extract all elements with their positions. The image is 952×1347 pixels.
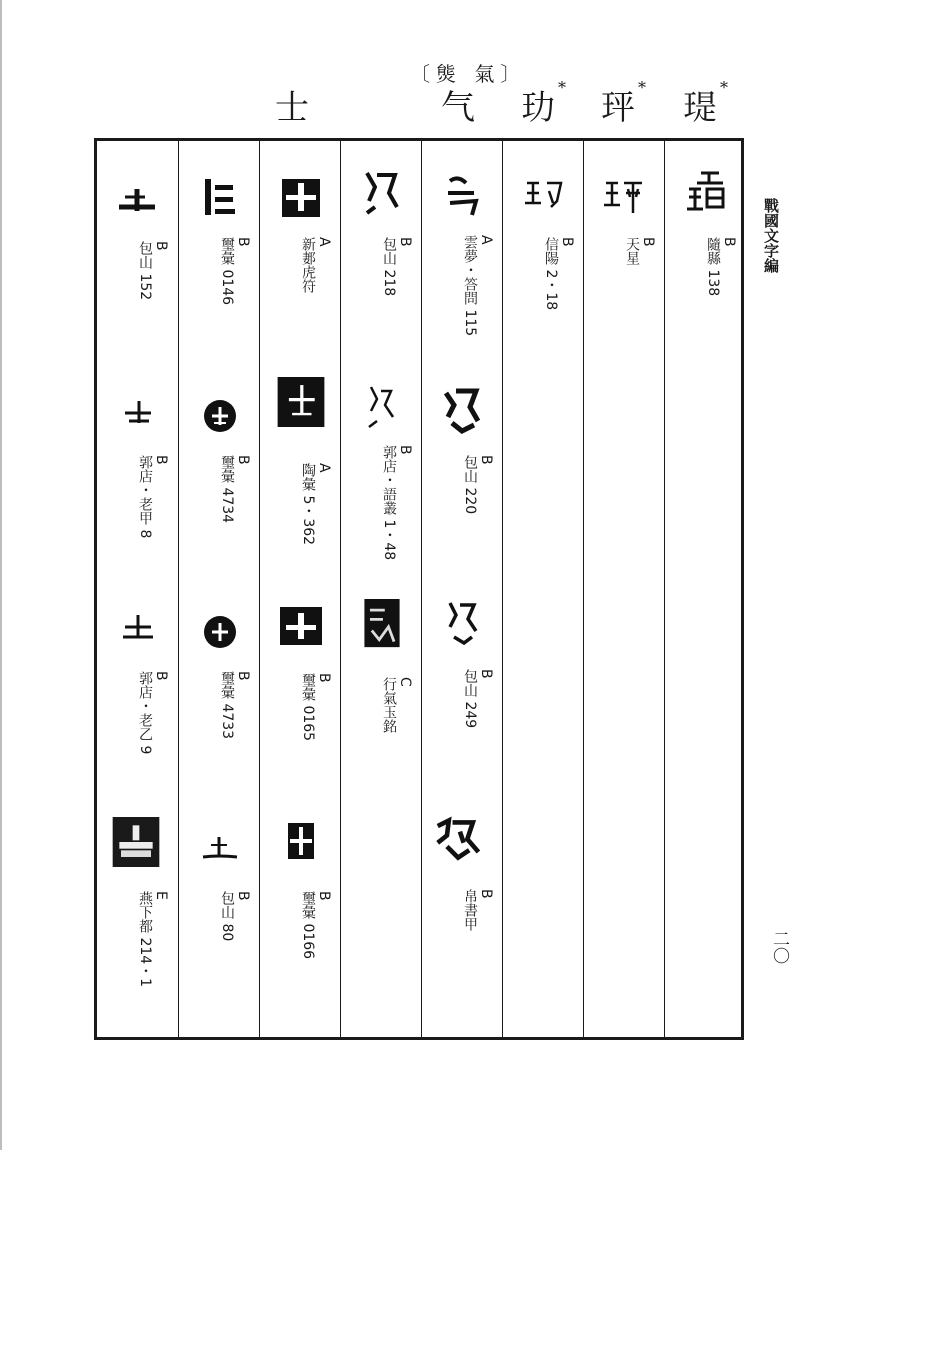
glyph-table <box>94 138 744 1040</box>
glyph-image <box>436 597 490 647</box>
column-qi-2: A 雲夢・答問 115 B 包山 220 B 包山 249 B 帛書甲 <box>421 141 502 1037</box>
column-shi-1: B 包山 152 B 郭店・老甲 8 B 郭店・老乙 9 E 燕下都 214・1 <box>97 141 178 1037</box>
headword-le: 玏 * <box>521 78 566 128</box>
glyph-image <box>432 815 490 869</box>
glyph-seal-image <box>193 607 247 657</box>
glyph-image <box>436 171 490 221</box>
glyph-image <box>111 391 165 441</box>
glyph-image <box>355 167 409 217</box>
glyph-image <box>679 167 733 217</box>
column-le: B 信陽 2・18 <box>502 141 583 1037</box>
glyph-image <box>436 385 490 435</box>
glyph-image <box>111 607 165 657</box>
headword-row <box>0 0 952 140</box>
column-shi-2: B 璽彙 0146 B 璽彙 4734 B 璽彙 4733 B 包山 80 <box>178 141 259 1037</box>
glyph-seal-image <box>274 601 328 651</box>
scan-edge-line <box>0 0 2 1150</box>
glyph-seal-image <box>274 819 328 869</box>
glyph-image <box>111 177 165 227</box>
column-shi-3: A 新郪虎符 A 陶彙 5・362 B 璽彙 0165 B 璽彙 0166 <box>259 141 340 1037</box>
glyph-rubbing-image <box>274 377 332 439</box>
headword-ti: 瑅 * <box>683 78 728 128</box>
page-number: 二〇 <box>769 930 789 964</box>
headword-qi-variants: 〔熋 氣〕 <box>410 62 527 86</box>
column-qi-1: B 包山 218 B 郭店・語叢 1・48 C 行氣玉銘 <box>340 141 421 1037</box>
column-ti: B 隨縣 138 <box>664 141 745 1037</box>
glyph-image <box>355 381 409 431</box>
glyph-image <box>193 173 247 223</box>
glyph-image <box>274 173 328 223</box>
column-ping: B 天星 <box>583 141 664 1037</box>
glyph-image <box>598 173 652 223</box>
glyph-image <box>517 173 571 223</box>
glyph-seal-image <box>193 391 247 441</box>
headword-shi: 士 <box>275 88 309 128</box>
book-title: 戰國文字編 <box>762 198 780 273</box>
glyph-image <box>193 827 247 877</box>
glyph-rubbing-image <box>109 817 165 877</box>
glyph-rubbing-image <box>355 599 409 653</box>
headword-qi: 气 <box>441 88 475 128</box>
headword-ping: 玶 * <box>601 78 646 128</box>
